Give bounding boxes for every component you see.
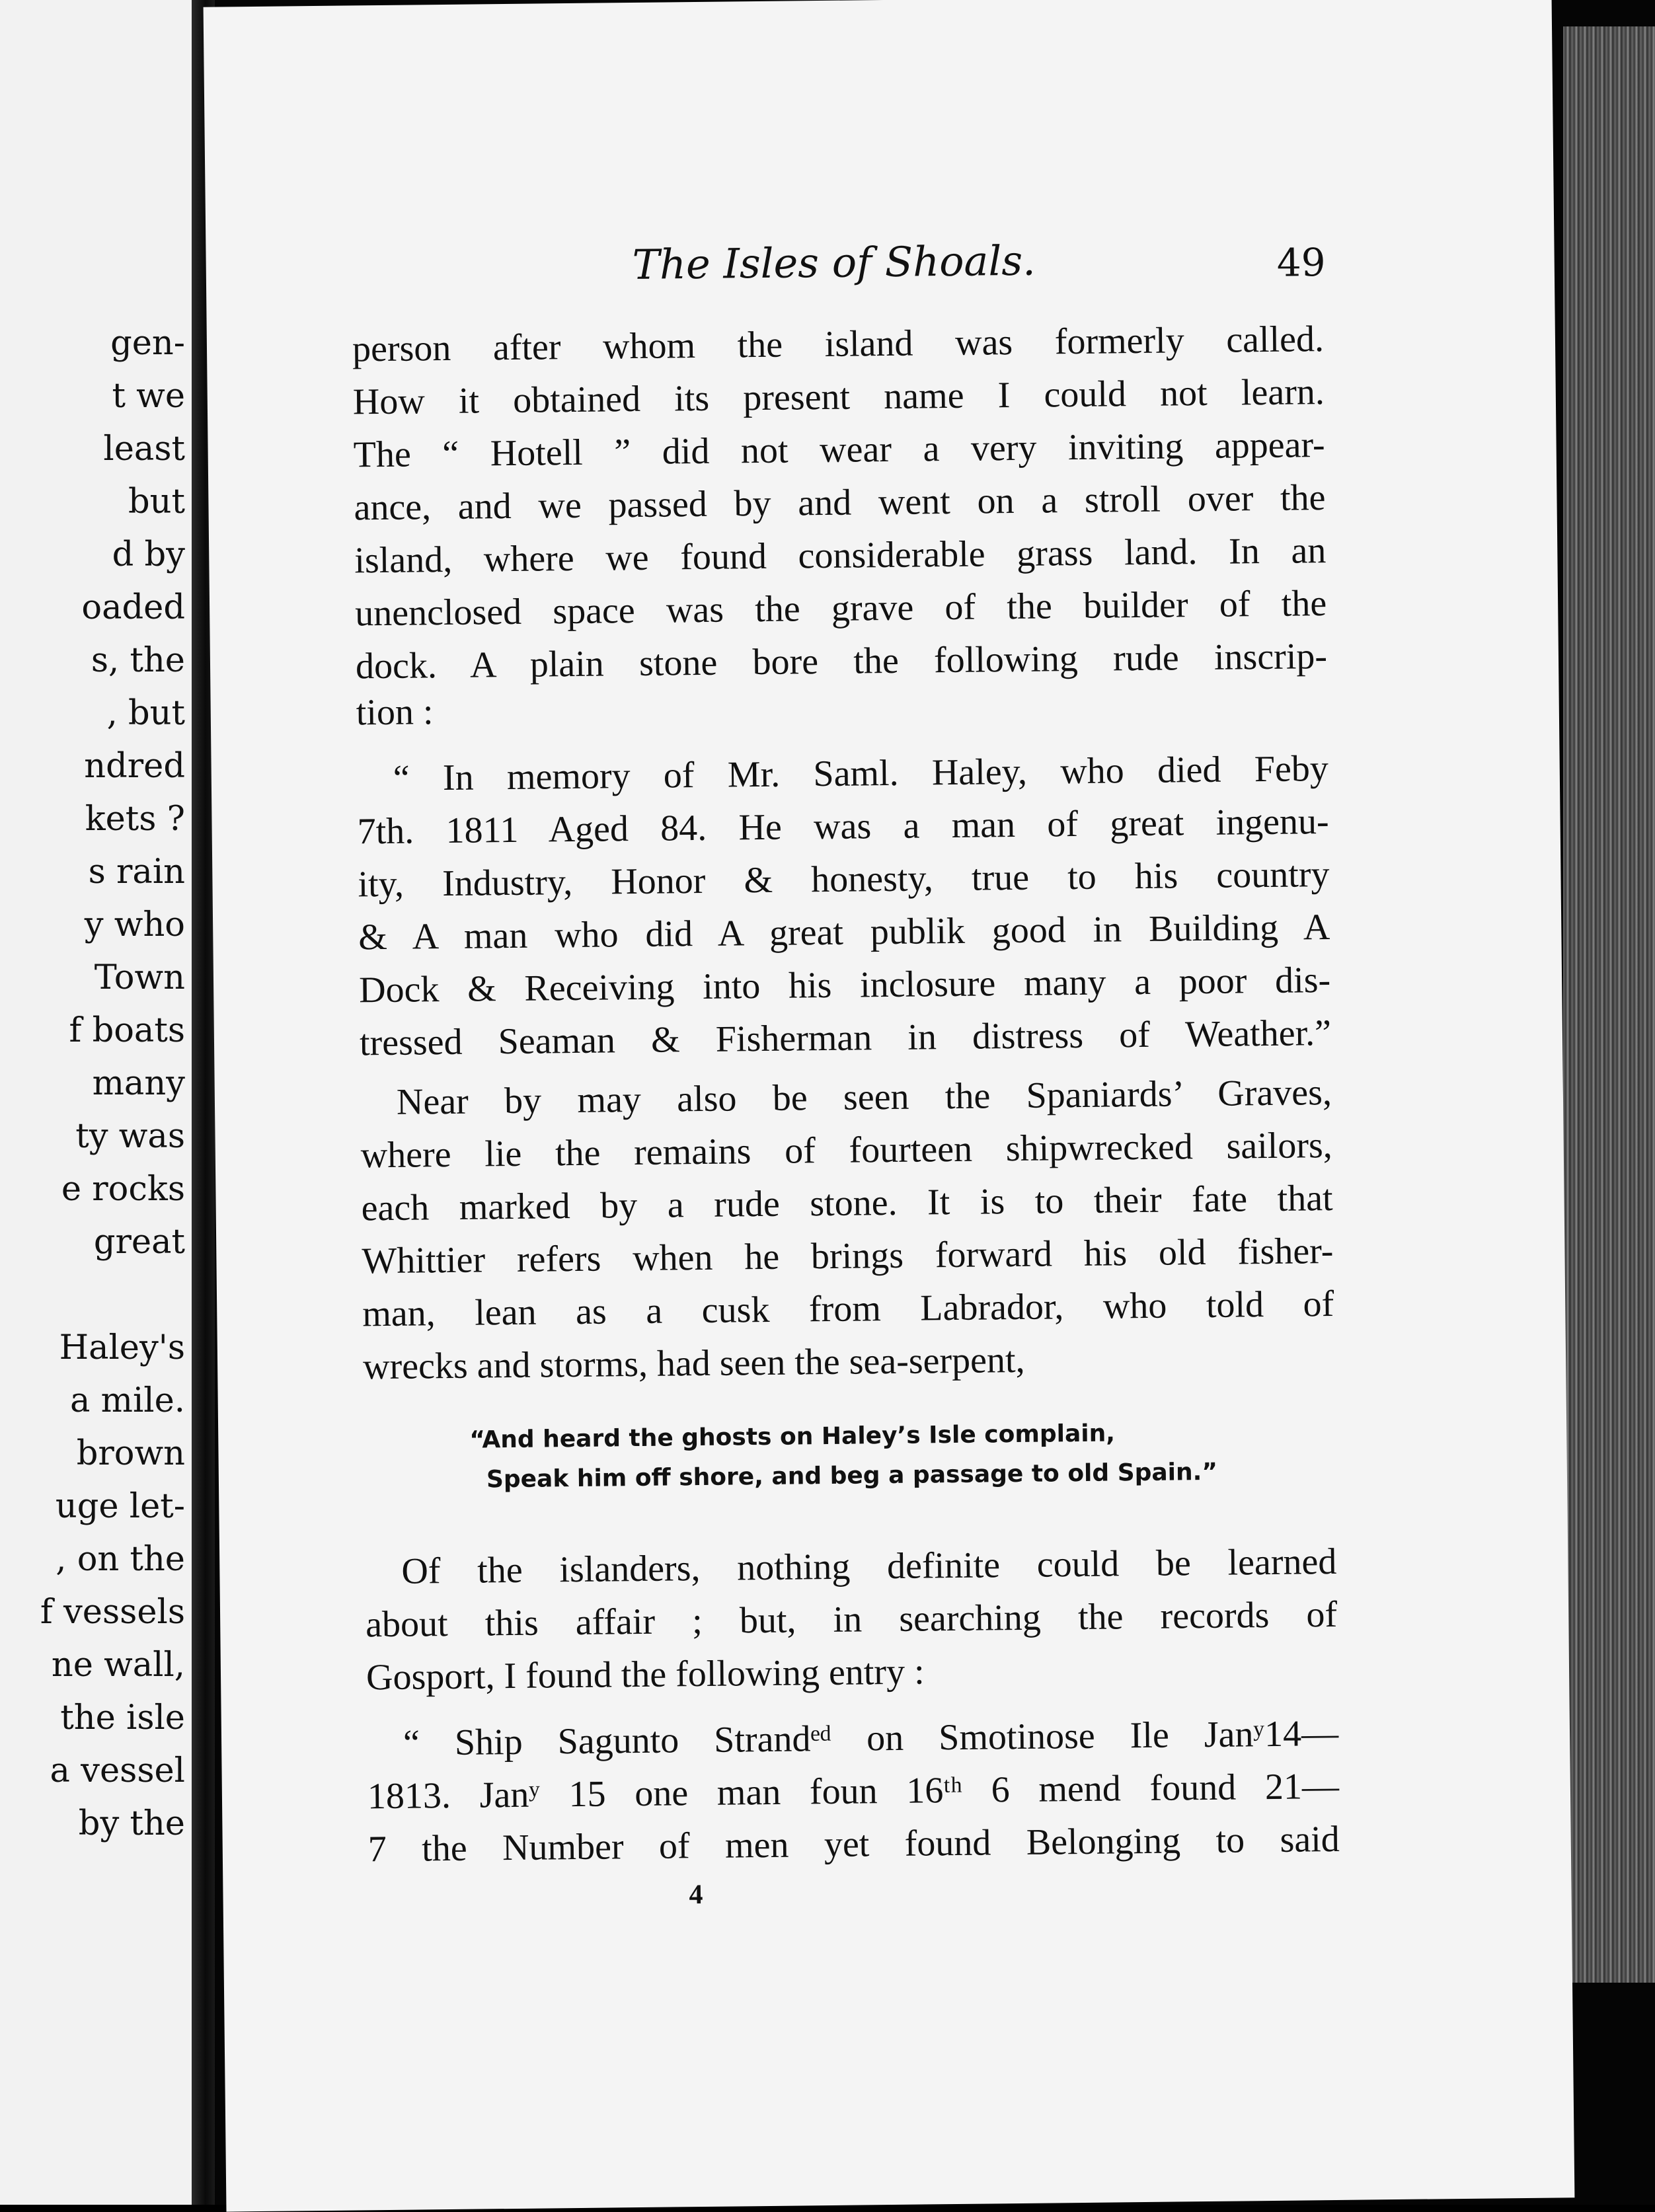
inscription-line: tressed Seaman & Fisherman in distress of Weather.” (359, 1012, 1332, 1064)
inscription-line: & A man who did A great publik good in Building A (358, 906, 1330, 958)
left-fragment: many (92, 1064, 185, 1103)
left-fragment: , but (106, 694, 185, 733)
left-fragment: least (103, 430, 185, 469)
inscription-line: “ In memory of Mr. Saml. Haley, who died Feby (393, 748, 1329, 799)
verse-line: “And heard the ghosts on Haley’s Isle complain, (469, 1420, 1116, 1454)
left-fragment: Haley's (59, 1328, 185, 1367)
text-line: Of the islanders, nothing definite could be learned (401, 1541, 1337, 1592)
left-fragment: kets ? (85, 800, 185, 839)
running-title: The Isles of Shoals. (632, 236, 1036, 289)
text-line: ance, and we passed by and went on a stroll over the (354, 477, 1326, 529)
left-fragment: t we (112, 377, 185, 416)
book-page (204, 0, 1575, 2212)
text-line: Whittier refers when he brings forward his old fisher- (362, 1230, 1334, 1282)
left-fragment: uge let- (55, 1487, 185, 1526)
left-fragment: , on the (56, 1540, 185, 1579)
text-line: tion : (356, 691, 434, 734)
left-fragment: by the (78, 1804, 185, 1843)
left-fragment: f vessels (40, 1593, 185, 1632)
page-block-edge (1563, 26, 1655, 1983)
left-fragment: great (93, 1223, 185, 1262)
left-fragment: gen- (110, 324, 185, 363)
record-entry-line: 7 the Number of men yet found Belonging to said (367, 1818, 1340, 1870)
left-fragment: oaded (81, 588, 185, 627)
verse-line: Speak him off shore, and beg a passage to old Spain.” (486, 1458, 1218, 1494)
left-fragment: f boats (69, 1011, 185, 1050)
left-fragment: the isle (60, 1698, 185, 1737)
left-fragment: e rocks (61, 1170, 185, 1209)
text-line: island, where we found considerable grass land. In an (354, 530, 1327, 582)
left-fragment: s, the (91, 641, 185, 680)
left-fragment: ne wall, (51, 1646, 185, 1685)
text-line: about this affair ; but, in searching the records of (365, 1593, 1338, 1646)
text-line: dock. A plain stone bore the following rude inscrip- (355, 636, 1328, 687)
text-line: Gosport, I found the following entry : (366, 1651, 925, 1698)
left-fragment: ndred (84, 747, 185, 786)
inscription-line: ity, Industry, Honor & honesty, true to his country (358, 854, 1330, 905)
text-line: Near by may also be seen the Spaniards’ Graves, (396, 1071, 1332, 1123)
left-fragment: y who (84, 905, 185, 944)
text-line: person after whom the island was formerly called. (352, 319, 1325, 370)
left-fragment: Town (94, 958, 185, 997)
text-line: How it obtained its present name I could not learn. (352, 371, 1325, 423)
left-fragment: a vessel (50, 1751, 185, 1790)
signature-mark: 4 (689, 1880, 703, 1911)
record-entry-line: 1813. Janʸ 15 one man foun 16ᵗʰ 6 mend found 21— (367, 1765, 1340, 1817)
inscription-line: Dock & Receiving into his inclosure many a poor dis- (358, 959, 1331, 1011)
left-fragment: a mile. (70, 1381, 185, 1420)
text-line: The “ Hotell ” did not wear a very inviting appear- (353, 424, 1325, 476)
left-fragment: brown (76, 1434, 185, 1473)
left-fragment: but (128, 482, 185, 521)
left-facing-page (0, 0, 192, 2205)
inscription-line: 7th. 1811 Aged 84. He was a man of great ingenu- (357, 801, 1329, 853)
left-fragment: d by (112, 535, 185, 574)
left-fragment: s rain (88, 853, 185, 892)
text-line: unenclosed space was the grave of the builder of the (354, 583, 1327, 634)
running-header (206, 231, 1515, 298)
text-line: wrecks and storms, had seen the sea-serpent, (362, 1339, 1025, 1388)
page-number: 49 (1276, 240, 1326, 286)
record-entry-line: “ Ship Sagunto Strandᵉᵈ on Smotinose Ile Janʸ14— (403, 1712, 1339, 1764)
left-fragment: ty was (75, 1117, 185, 1156)
text-line: man, lean as a cusk from Labrador, who told of (362, 1283, 1334, 1335)
text-line: each marked by a rude stone. It is to their fate that (361, 1177, 1333, 1229)
text-line: where lie the remains of fourteen shipwrecked sailors, (360, 1124, 1333, 1176)
